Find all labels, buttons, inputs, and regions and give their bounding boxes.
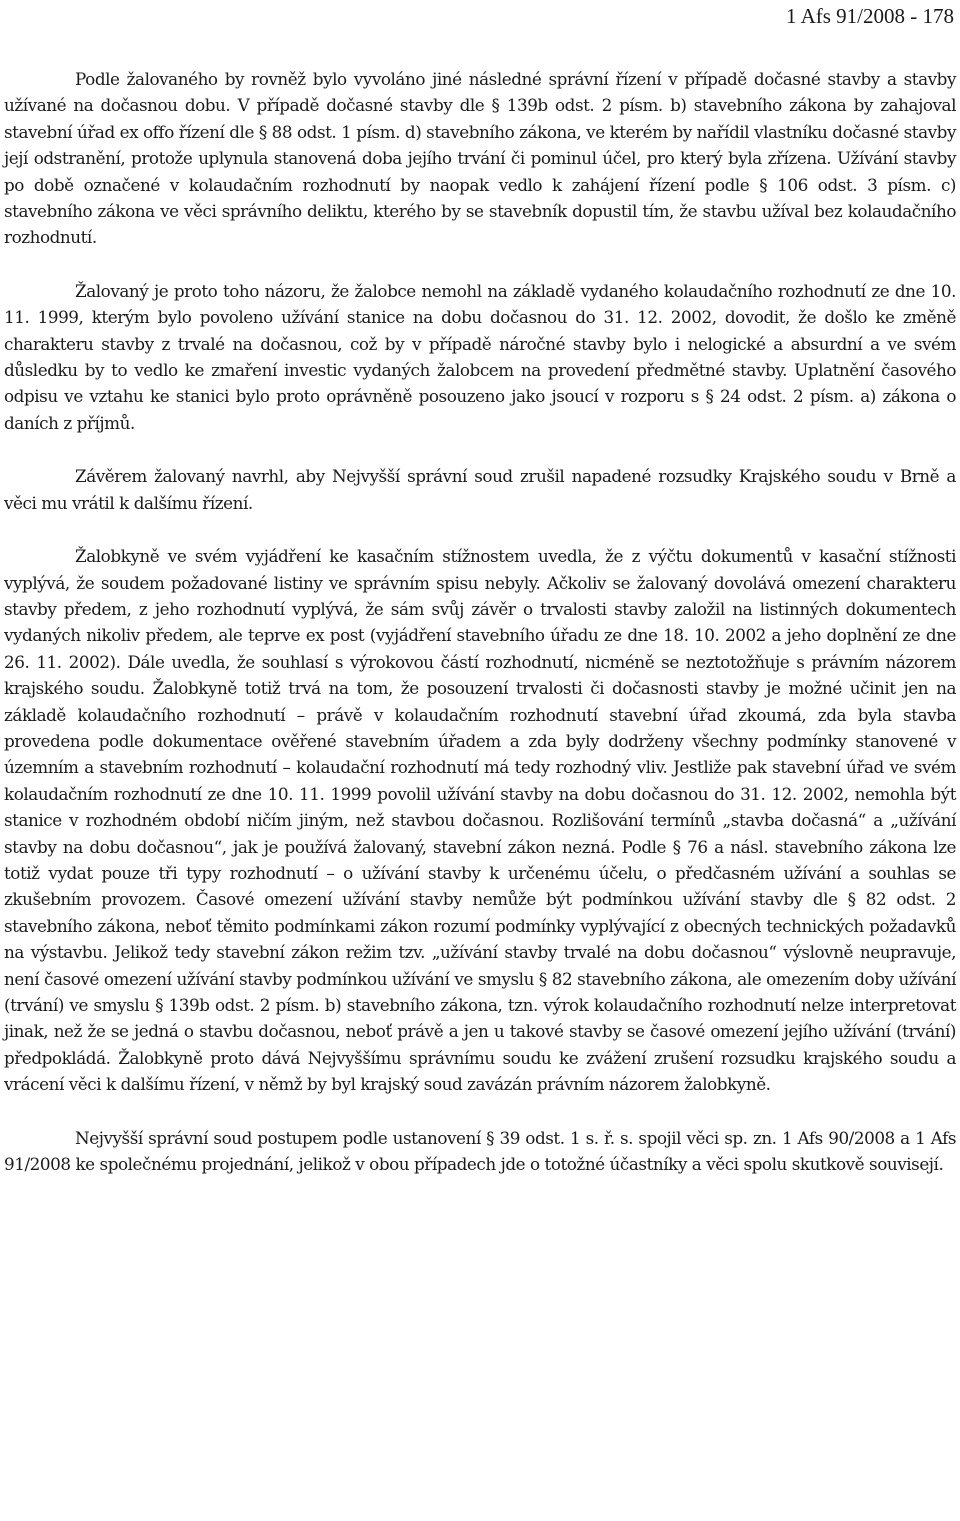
- case-reference-header: 1 Afs 91/2008 - 178: [786, 4, 954, 28]
- paragraph-defendant-opinion: Žalovaný je proto toho názoru, že žalobce nemohl na základě vydaného kolaudačního rozhodnutí ze dne 10. 11. 1999, kterým bylo povoleno užívání stanice na dobu dočasnou do 31. 12. 2002, dovodit, že došlo ke změně charakteru stavby z trvalé na dočasnou, což by v případě náročné stavby bylo i nelogické a absurdní a ve svém důsledku by to vedlo ke zmaření investic vydaných žalobcem na provedení předmětné stavby. Uplatnění časového odpisu ve vztahu ke stanici bylo proto oprávněně posouzeno jako jsoucí v rozporu s § 24 odst. 2 písm. a) zákona o daních z příjmů.: [4, 280, 956, 433]
- paragraph-court-joinder: Nejvyšší správní soud postupem podle ustanovení § 39 odst. 1 s. ř. s. spojil věci sp. zn. 1 Afs 90/2008 a 1 Afs 91/2008 ke společnému projednání, jelikož v obou případech jde o totožné účastníky a věci spolu skutkově souvisejí.: [4, 1127, 956, 1175]
- paragraph-defendant-proceedings: Podle žalovaného by rovněž bylo vyvoláno jiné následné správní řízení v případě dočasné stavby a stavby užívané na dočasnou dobu. V případě dočasné stavby dle § 139b odst. 2 písm. b) stavebního zákona by zahajoval stavební úřad ex offo řízení dle § 88 odst. 1 písm. d) stavebního zákona, ve kterém by nařídil vlastníku dočasné stavby její odstranění, protože uplynula stanovená doba jejího trvání či pominul účel, pro který byla zřízena. Užívání stavby po době označené v kolaudačním rozhodnutí by naopak vedlo k zahájení řízení podle § 106 odst. 3 písm. c) stavebního zákona ve věci správního deliktu, kterého by se stavebník dopustil tím, že stavbu užíval bez kolaudačního rozhodnutí.: [4, 69, 956, 248]
- paragraph-defendant-proposal: Závěrem žalovaný navrhl, aby Nejvyšší správní soud zrušil napadené rozsudky Krajského soudu v Brně a věci mu vrátil k dalšímu řízení.: [4, 466, 956, 513]
- paragraph-plaintiff-response: Žalobkyně ve svém vyjádření ke kasačním stížnostem uvedla, že z výčtu dokumentů v kasační stížnosti vyplývá, že soudem požadované listiny ve správním spisu nebyly. Ačkoliv se žalovaný dovolává omezení charakteru stavby předem, z jeho rozhodnutí vyplývá, že sám svůj závěr o trvalosti stavby založil na listinných dokumentech vydaných nikoliv předem, ale teprve ex post (vyjádření stavebního úřadu ze dne 18. 10. 2002 a jeho doplnění ze dne 26. 11. 2002). Dále uvedla, že souhlasí s výrokovou částí rozhodnutí, nicméně se neztotožňuje s právním názorem krajského soudu. Žalobkyně totiž trvá na tom, že posouzení trvalosti či dočasnosti stavby je možné učinit jen na základě kolaudačního rozhodnutí – právě v kolaudačním rozhodnutí stavební úřad zkoumá, zda byla stavba provedena podle dokumentace ověřené stavebním úřadem a zda byly dodrženy všechny podmínky stanovené v územním a stavebním rozhodnutí – kolaudační rozhodnutí má tedy rozhodný vliv. Jestliže pak stavební úřad ve svém kolaudačním rozhodnutí ze dne 10. 11. 1999 povolil užívání stavby na dobu dočasnou do 31. 12. 2002, nemohla být stanice v rozhodném období ničím jiným, než stavbou dočasnou. Rozlišování termínů „stavba dočasná“ a „užívání stavby na dobu dočasnou“, jak je používá žalovaný, stavební zákon nezná. Podle § 76 a násl. stavebního zákona lze totiž vydat pouze tři typy rozhodnutí – o užívání stavby k určenému účelu, o předčasném užívání a souhlas se zkušebním provozem. Časové omezení užívání stavby nemůže být podmínkou užívání stavby dle § 82 odst. 2 stavebního zákona, neboť těmito podmínkami zákon rozumí podmínky vyplývající z obecných technických požadavků na výstavbu. Jelikož tedy stavební zákon režim tzv. „užívání stavby trvalé na dobu dočasnou“ výslovně neupravuje, není časové omezení užívání stavby podmínkou užívání ve smyslu § 82 stavebního zákona, ale omezením doby užívání (trvání) ve smyslu § 139b odst. 2 písm. b) stavebního zákona, tzn. výrok kolaudačního rozhodnutí nelze interpretovat jinak, než že se jedná o stavbu dočasnou, neboť právě a jen u takové stavby se časové omezení jejího užívání (trvání) předpokládá. Žalobkyně proto dává Nejvyššímu správnímu soudu ke zvážení zrušení rozsudku krajského soudu a vrácení věci k dalšímu řízení, v němž by byl krajský soud zavázán právním názorem žalobkyně.: [4, 546, 956, 1095]
- document-body: [4, 66, 956, 1177]
